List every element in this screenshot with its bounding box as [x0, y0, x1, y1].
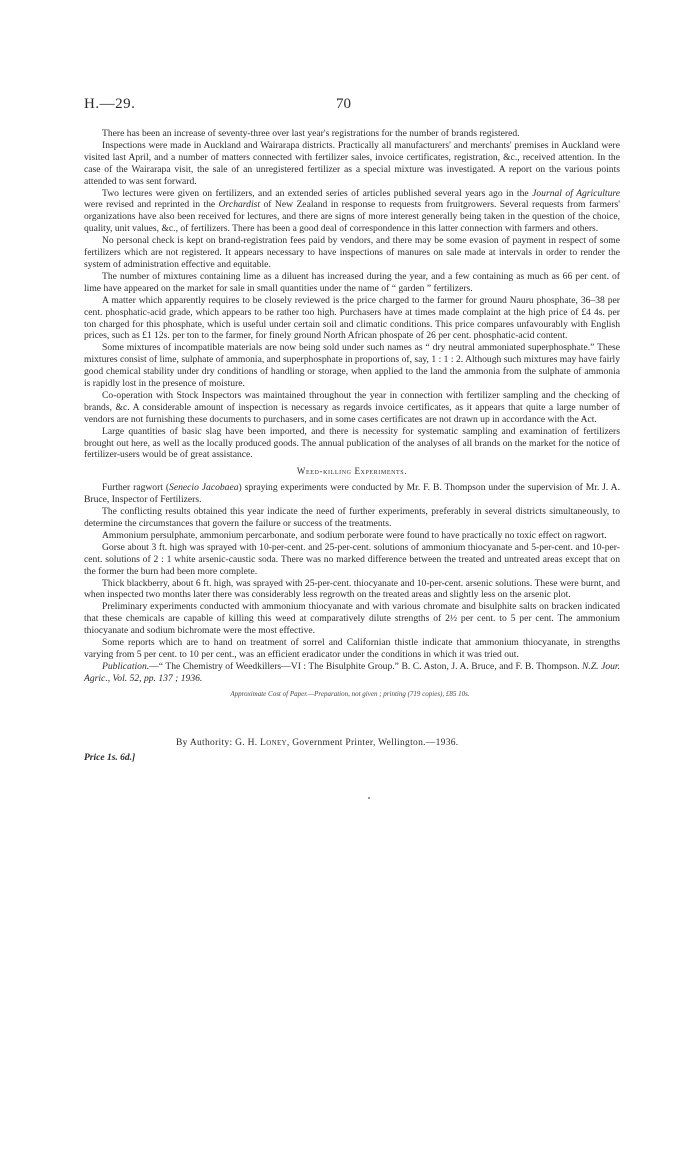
- paragraph: Publication.—“ The Chemistry of Weedkillers—VI : The Bisulphite Group.” B. C. Aston, J. A. Bruce, and F. B. Thompson. N.Z. Jour. Agric., Vol. 52, pp. 137 ; 1936.: [84, 660, 620, 684]
- print-mark: [368, 797, 370, 799]
- journal-title: Journal of Agriculture: [532, 187, 621, 199]
- paragraph: The conflicting results obtained this year indicate the need of further experiments, preferably in several districts simultaneously, to determine the circumstances that govern the failure or success of the treatments.: [84, 506, 620, 529]
- paragraph: Some mixtures of incompatible materials are now being sold under such names as “ dry neutral ammoniated superphosphate.” These mixtures consist of lime, sulphate of ammonia, and superphosphate in proportions of, say, 1 : 1 : 2. Although such mixtures may have fairly good chemical stability under dry conditions of handling or storage, when applied to the land the ammonia from the sulphate of ammonia is rapidly lost in the presence of moisture.: [84, 342, 620, 390]
- body-text: [84, 128, 620, 685]
- paragraph: Two lectures were given on fertilizers, and an extended series of articles published several years ago in the Journal of Agriculture were revised and reprinted in the Orchardist of New Zealand in response to requests from fruitgrowers. Several requests from farmers' organizations have also been received for lectures, and there are signs of more interest generally being taken in the question of the choice, quality, unit values, &c., of fertilizers. There has been a good deal of correspondence in this latter connection with farmers and others.: [84, 187, 621, 235]
- paragraph: Thick blackberry, about 6 ft. high, was sprayed with 25-per-cent. thiocyanate and 10-per-cent. arsenic solutions. These were burnt, and when inspected two months later there was considerably less regrowth on the treated areas and slightly less on the arsenic plot.: [84, 577, 620, 601]
- price-label: Price 1s. 6d.]: [84, 753, 136, 763]
- journal-reference: N.Z. Jour. Agric., Vol. 52, pp. 137 ; 1936.: [84, 660, 620, 684]
- printer-authority: By Authority: G. H. Loney, Government Printer, Wellington.—1936.: [176, 738, 459, 748]
- paragraph: A matter which apparently requires to be closely reviewed is the price charged to the farmer for ground Nauru phosphate, 36–38 per cent. phosphatic-acid grade, which appears to be rather too high. Purchasers have at times made complaint at the high price of £4 4s. per ton charged for this phosphate, which is useful under certain soil and climatic conditions. This price compares unfavourably with English prices, such as £1 12s. per ton to the farmer, for finely ground North African phospate of 26 per cent. phosphatic-acid content.: [84, 294, 620, 342]
- paragraph: No personal check is kept on brand-registration fees paid by vendors, and there may be some evasion of payment in respect of some fertilizers which are not registered. It appears necessary to have inspections of manures on sale made at intervals in order to render the system of administration effective and equitable.: [84, 235, 620, 270]
- section-heading: Weed-killing Experiments.: [296, 466, 408, 477]
- publication-label: Publication.: [102, 660, 150, 672]
- page-number: 70: [336, 96, 351, 112]
- paragraph: Ammonium persulphate, ammonium percarbonate, and sodium perborate were found to have practically no toxic effect on ragwort.: [102, 529, 607, 541]
- paragraph: Further ragwort (Senecio Jacobaea) spraying experiments were conducted by Mr. F. B. Thompson under the supervision of Mr. J. A. Bruce, Inspector of Fertilizers.: [84, 482, 620, 506]
- paragraph: There has been an increase of seventy-three over last year's registrations for the number of brands registered.: [102, 128, 520, 139]
- paragraph: The number of mixtures containing lime as a diluent has increased during the year, and a few containing as much as 66 per cent. of lime have appeared on the market for sale in small quantities under the name of “ garden ” fertilizers.: [84, 270, 620, 294]
- cost-note: Approximate Cost of Paper.—Preparation, not given ; printing (719 copies), £85 10s.: [230, 690, 470, 698]
- paragraph: Gorse about 3 ft. high was sprayed with 10-per-cent. and 25-per-cent. solutions of ammonium thiocyanate and 5-per-cent. and 10-per-cent. solutions of 2 : 1 white arsenic-caustic soda. There was no marked difference between the treated and untreated areas except that on the former the burn had been more complete.: [84, 541, 620, 577]
- orchardist-title: Orchardist: [218, 199, 261, 211]
- latin-name: Senecio Jacobaea: [169, 482, 239, 494]
- paragraph: Inspections were made in Auckland and Wairarapa districts. Practically all manufacturers' and merchants' premises in Auckland were visited last April, and a number of matters connected with fertilizer sales, invoice certificates, registration, &c., received attention. In the case of the Wairarapa visit, the sale of an unregistered fertilizer as a special mixture was investigated. A report on the various points attended to was sent forward.: [84, 139, 620, 187]
- paragraph: Some reports which are to hand on treatment of sorrel and Californian thistle indicate that ammonium thiocyanate, in strengths varying from 5 per cent. to 10 per cent., was an efficient eradicator under the conditions in which it was tried out.: [84, 637, 620, 660]
- paragraph: Preliminary experiments conducted with ammonium thiocyanate and with various chromate and bisulphite salts on bracken indicated that these chemicals are capable of killing this weed at comparatively dilute strengths of 2½ per cent. to 5 per cent. The ammonium thiocyanate and sodium bichromate were the most effective.: [84, 601, 620, 637]
- paragraph: Large quantities of basic slag have been imported, and there is necessity for systematic sampling and examination of fertilizers brought out here, as well as the locally produced goods. The annual publication of the analyses of all brands on the market for the notice of fertilizer-users would be of great assistance.: [84, 425, 620, 461]
- paragraph: Co-operation with Stock Inspectors was maintained throughout the year in connection with fertilizer sampling and the checking of brands, &c. A considerable amount of inspection is necessary as regards invoice certificates, as it appears that quite a large number of vendors are not furnishing these documents to purchasers, and in some cases certificates are not drawn up in accordance with the Act.: [84, 389, 620, 425]
- report-code: H.—29.: [84, 96, 136, 112]
